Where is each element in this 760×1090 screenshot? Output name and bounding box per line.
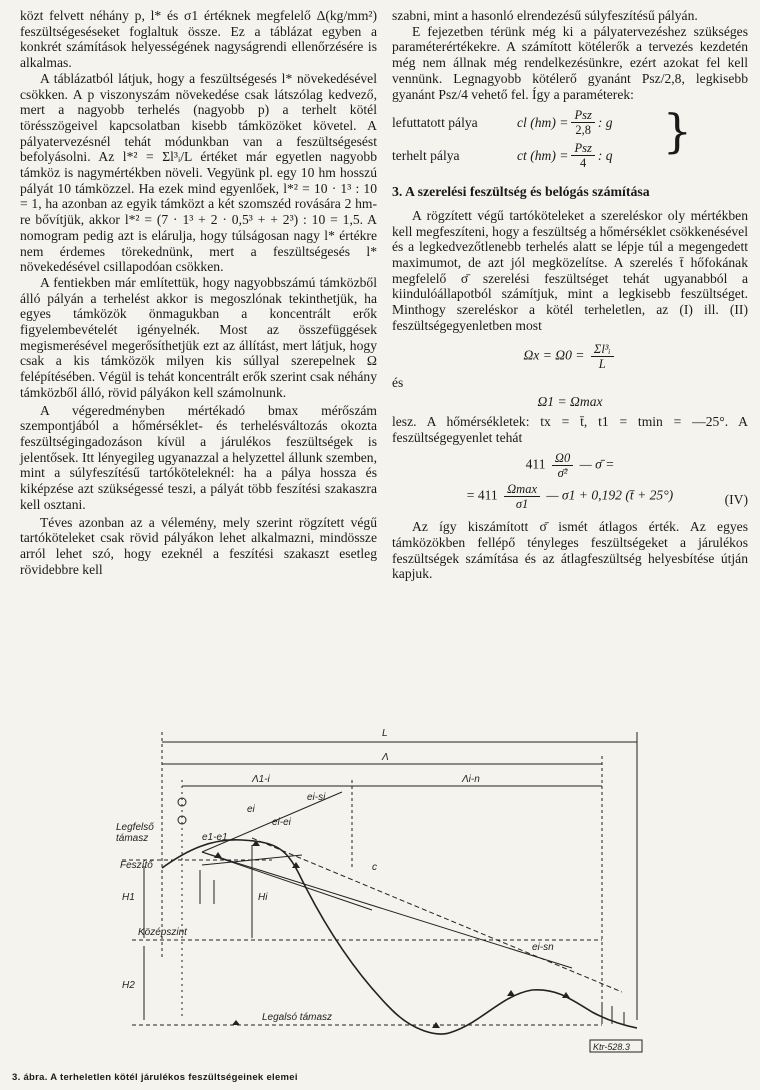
label-seg2: Λi-n: [462, 774, 480, 785]
right-paragraph-2: E fejezetben térünk még ki a pályatervezéshez szükséges paraméterértékekre. A számított kötélerők a tervezés kezdetén még nem állnak még rendelkezésünkre, ezért azokat fel kell vennünk. Legnagyobb kötélerő gyanánt Psz/2,8, legkisebb gyanánt Psz/4 vehető fel. Így a paraméterek:: [392, 23, 748, 102]
equation-omega-x: [392, 342, 748, 371]
label-eisn: ei-sn: [532, 942, 554, 953]
label-L: L: [382, 728, 388, 739]
fraction-numerator: Psz: [571, 108, 594, 123]
equation-terhelt: [392, 141, 748, 170]
equation-omega-1: Ω1 = Ωmax: [537, 394, 603, 410]
equation-coefficient: = 411: [466, 487, 498, 503]
equation-tail: — σ̄ =: [579, 456, 615, 472]
label-e1e1: e1-e1: [202, 832, 228, 843]
right-paragraph-4: lesz. A hőmérsékletek: tx = t̄, t1 = tmin = —25°. A feszültségegyenlet tehát: [392, 413, 748, 445]
left-paragraph-4: A végeredményben mértékadó bmax mérőszám szempontjából a hőmérséklet- és terhelésváltozás okozta feszültségingadozáson kívül a járulékos feszültségek is jelentősek. Itt lényegileg ugyanazzal a helyzettel állunk szemben, mint a súlyfeszítésű tartóköteleknél: ha a pálya hossza és kiképzése azt szükségessé teszi, a pályát több feszítési szakaszra kell osztani.: [20, 402, 377, 512]
label-seg1: Λ1-i: [252, 774, 270, 785]
label-lambda: Λ: [382, 752, 389, 763]
right-paragraph-3: A rögzített végű tartóköteleket a szereléskor oly mértékben kell megfeszíteni, hogy a feszültség a hőmérséklet csökkenésével és a legkedvezőtlenebb terhelés alatt se lépje túl a megengedett maximumot, de azt jól megközelítse. A szerelés t̄ hőfokának megfelelő σ̄ szerelési feszültséget tehát ugyanabból a kiindulóállapotból számítjuk, mint a legkisebb feszültséget. Minthogy szereléskor a kötél terheletlen, az (I) ill. (II) feszültségegyenletben most: [392, 207, 748, 333]
fraction-denominator: 2,8: [575, 123, 591, 138]
fraction: [552, 451, 573, 480]
fraction-numerator: Ωmax: [504, 482, 540, 497]
equation-tail: : q: [597, 147, 613, 163]
fraction: [571, 108, 594, 137]
equation-label: lefuttatott pálya: [392, 114, 478, 130]
chord-line: [202, 852, 572, 968]
parameter-equations: [392, 104, 748, 171]
right-paragraph-1: szabni, mint a hasonló elrendezésű súlyfeszítésű pályán.: [392, 8, 698, 23]
label-H2: H2: [122, 980, 135, 991]
fraction: [504, 482, 540, 511]
label-kozepszint: Középszint: [138, 927, 187, 938]
right-column: [392, 8, 748, 582]
equation-lhs: Ωx = Ω0 =: [523, 347, 585, 363]
fraction-denominator: 4: [580, 156, 587, 171]
equation-tail: — σ1 + 0,192 (t̄ + 25°): [546, 487, 674, 503]
label-legfelso: Legfelső támasz: [116, 822, 154, 844]
fraction-denominator: L: [598, 356, 606, 371]
cable-curve: [162, 840, 637, 1034]
equation-lefuttatott: [392, 108, 748, 137]
fraction: [591, 342, 614, 371]
left-paragraph-3: A fentiekben már említettük, hogy nagyobbszámú támközből álló pályán a terhelést akkor is megoszlónak tekinthetjük, ha egyes támközök önmagukban a koncentrált erők figyelembevételét igényelnék. Most az összefüggések megismerésével megerősíthetjük ezt az állítást, mert látjuk, hogy csak a kis támközök milyen kis súllyal szerepelnek Ω felépítésében. Végül is tehát koncentrált erők szerint csak néhány támközből álló, rövid pályákon kell számolnunk.: [20, 274, 377, 400]
cable-diagram: [102, 720, 662, 1060]
equation-stress-1: [392, 451, 748, 480]
fraction-numerator: Σl³ᵢ: [591, 342, 614, 357]
right-paragraph-5: Az így kiszámított σ̄ ismét átlagos érték. Az egyes támközökben fellépő tényleges feszültségeket a járulékos feszültségek számítása és az átlagfeszültség helyesbítése útján kapjuk.: [392, 519, 748, 582]
equation-number: (IV): [724, 492, 748, 508]
fraction-denominator: σ̄²: [557, 466, 568, 481]
figure-caption: 3. ábra. A terheletlen kötél járulékos feszültségeinek elemei: [12, 1072, 298, 1083]
conjunction-es: és: [392, 374, 404, 390]
figure-stamp: Ktr-528.3: [593, 1042, 630, 1052]
fraction-numerator: Ω0: [552, 451, 573, 466]
label-feszito: Feszítő: [120, 860, 153, 871]
fraction-numerator: Psz: [571, 141, 594, 156]
label-H1: H1: [122, 892, 135, 903]
label-eiei: ei-ei: [272, 817, 291, 828]
fraction-denominator: σ1: [515, 497, 529, 512]
equation-stress-2: [392, 482, 748, 511]
left-paragraph-2: A táblázatból látjuk, hogy a feszültségesés l* növekedésével csökken. A p viszonyszám növekedése csak látszólag kedvező, mert a nagyobb terhelés (nagyobb p) a terhelt kötél törésszögeivel kapcsolatban kisebb támközöket követel. A pályatervezésnél tehát módunkban van a feszültségesést befolyásolni. Az l*² = Σl³ᵢ/L értéket már egyetlen nagyobb támköz is nagymértékben növeli. Vegyünk pl. egy 10 hm hosszú pályát 10 támközzel. Ha ezek mind egyenlőek, l*² = 10 · 1³ : 10 = 1, ha azonban az egyik támközt a két szomszéd rovására 2 hm-re bővítjük, akkor l*² = (7 · 1³ + 2 · 0,5³ + + 2³) : 10 = 1,5. A nomogram pedig azt is elárulja, hogy túlságosan nagy l* értékre nem érdemes törekednünk, mert a feszültségesés l* növekedésével csillapodóan csökken.: [20, 70, 377, 275]
left-paragraph-5: Téves azonban az a vélemény, mely szerint rögzített végű tartóköteleket csak rövid pályákon lehet alkalmazni, mindössze arról lehet szó, hogy ezeknél a feszítési szakaszt esetleg rövidebbre kell: [20, 514, 377, 577]
equation-coefficient: 411: [525, 456, 546, 472]
fraction: [571, 141, 594, 170]
label-Hi: Hi: [258, 892, 268, 903]
left-column: [20, 8, 377, 577]
left-paragraph-1: közt felvett néhány p, l* és σ1 értéknek megfelelő Δ(kg/mm²) feszültségeséseket foglaltuk össze. Ez a táblázat egyben a konkrét számítások helyességének nagyságrendi ellenőrzésére is alkalmas.: [20, 8, 377, 71]
label-legalso: Legalsó támasz: [262, 1012, 333, 1023]
equation-tail: : g: [597, 114, 613, 130]
section-heading: 3. A szerelési feszültség és belógás számítása: [392, 184, 650, 200]
chord-line: [252, 838, 622, 992]
equation-lhs: ct (hm) =: [517, 147, 569, 163]
label-ei: ei: [247, 804, 255, 815]
right-brace: }: [662, 104, 692, 159]
equation-lhs: cl (hm) =: [517, 114, 569, 130]
label-c: c: [372, 862, 377, 873]
equation-label: terhelt pálya: [392, 147, 460, 163]
label-eisi: ei-si: [307, 792, 326, 803]
